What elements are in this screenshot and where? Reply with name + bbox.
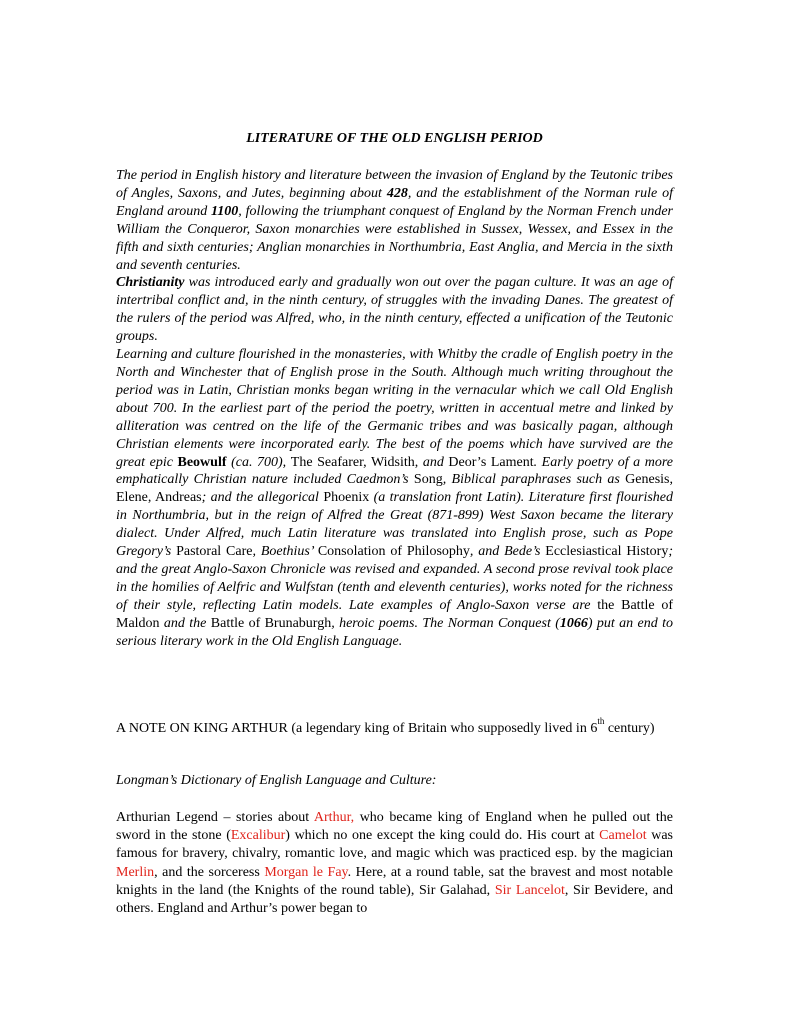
title-battle-of-brunaburgh: Battle of Brunaburgh <box>210 615 332 631</box>
text-run: , Sir Bevidere, and others. England and Arthur’s power began to <box>116 882 673 917</box>
title-ecclesiastical-history: Ecclesiastical History <box>545 544 669 560</box>
term-christianity: Christianity <box>116 275 185 291</box>
name-arthur: Arthur, <box>313 810 355 825</box>
text-run: who became king of England when he pulled out the sword in the stone ( <box>116 810 673 844</box>
text-run: was famous for bravery, chivalry, romantic love, and magic which was practiced esp. by the magician <box>116 828 673 862</box>
text-run: , and the sorceress <box>154 864 265 880</box>
text-run: . Here, at a round table, sat the bravest and most notable knights in the land (the Knights of the round table), Sir Galahad, <box>116 864 673 898</box>
main-text <box>116 167 673 650</box>
paragraph-learning <box>116 346 673 650</box>
page-title: LITERATURE OF THE OLD ENGLISH PERIOD <box>246 131 543 146</box>
text-run: The period in English history and literature between the invasion of England by the Teutonic tribes of Angles, Saxons, and Jutes, beginning about <box>116 168 673 201</box>
source-citation: Longman’s Dictionary of English Language and Culture: <box>116 773 437 788</box>
text-run: , and Bede’s <box>469 544 546 560</box>
name-camelot: Camelot <box>599 828 647 844</box>
paragraph-arthurian-legend <box>116 809 673 918</box>
title-seafarer-widsith: The Seafarer, Widsith, <box>290 454 419 470</box>
text-run: and the <box>159 615 211 631</box>
date-1066: 1066 <box>559 615 588 631</box>
note-text: A NOTE ON KING ARTHUR (a legendary king of Britain who supposedly lived in 6 <box>116 721 598 736</box>
ordinal-suffix: th <box>597 716 605 727</box>
text-run: ; and the allegorical <box>201 490 324 506</box>
text-run: (ca. 700), <box>226 454 291 470</box>
text-run: . Early poetry of a more emphatically Christian nature included Caedmon’s <box>116 454 673 488</box>
title-song: Song <box>413 472 443 488</box>
paragraph-history <box>116 167 673 274</box>
title-pastoral-care: Pastoral Care <box>176 544 253 560</box>
title-consolation: Consolation of Philosophy <box>317 544 470 560</box>
title-genesis-elene-andreas: Genesis, Elene, Andreas <box>116 472 673 506</box>
text-run: ) which no one except the king could do. His court at <box>285 828 600 844</box>
name-morgan-le-fay: Morgan le Fay <box>264 864 348 880</box>
text-run: Arthurian Legend – stories about <box>116 810 314 825</box>
note-text: century) <box>604 721 655 736</box>
title-battle-of-maldon: the Battle of Maldon <box>116 597 673 631</box>
text-run: ) put an end to serious literary work in the Old English Language. <box>116 615 673 649</box>
title-phoenix: Phoenix <box>323 490 370 506</box>
text-run: ; and the great Anglo-Saxon Chronicle was revised and expanded. A second prose revival took place in the homilies of Aelfric and Wulfstan (tenth and eleventh centuries), works noted for the richness of their style, reflecting Latin models. Late examples of Anglo-Saxon verse are <box>116 544 673 613</box>
title-beowulf: Beowulf <box>177 454 227 470</box>
text-run: Learning and culture flourished in the monasteries, with Whitby the cradle of English poetry in the North and Winchester that of English prose in the South. Although much writing throughout the period was in Latin, Christian monks began writing in the vernacular which we call Old English about 700. In the earliest part of the period the poetry, written in accentual metre and linked by alliteration was centred on the life of the Germanic tribes and was basically pagan, although Christian elements were incorporated early. The best of the poems which have survived are the great epic <box>116 347 673 470</box>
text-run: was introduced early and gradually won out over the pagan culture. It was an age of intertribal conflict and, in the ninth century, of struggles with the invading Danes. The greatest of the rulers of the period was Alfred, who, in the ninth century, effected a unification of the Teutonic groups. <box>116 275 673 345</box>
date-1100: 1100 <box>211 203 239 219</box>
text-run: , heroic poems. The Norman Conquest ( <box>331 615 560 631</box>
text-run: , following the triumphant conquest of England by the Norman French under William the Conqueror, Saxon monarchies were established in Sussex, Wessex, and Essex in the fifth and sixth centuries; Anglian monarchies in Northumbria, East Anglia, and Mercia in the sixth and seventh centuries. <box>116 203 673 273</box>
text-run: (a translation front Latin). Literature first flourished in Northumbria, but in the reign of Alfred the Great (871-899) West Saxon became the literary dialect. Under Alfred, much Latin literature was translated into English prose, such as Pope Gregory’s <box>116 490 673 560</box>
name-excalibur: Excalibur <box>230 828 286 844</box>
text-run: and <box>418 454 449 470</box>
paragraph-christianity <box>116 274 673 346</box>
text-run: , Biblical paraphrases such as <box>442 472 626 488</box>
text-run: , and the establishment of the Norman rule of England around <box>116 185 673 219</box>
section-heading-king-arthur <box>116 716 673 738</box>
name-sir-lancelot: Sir Lancelot <box>494 882 565 898</box>
text-run: , Boethius’ <box>252 544 318 560</box>
date-428: 428 <box>386 185 408 201</box>
name-merlin: Merlin <box>116 864 155 880</box>
title-deors-lament: Deor’s Lament <box>448 454 534 470</box>
